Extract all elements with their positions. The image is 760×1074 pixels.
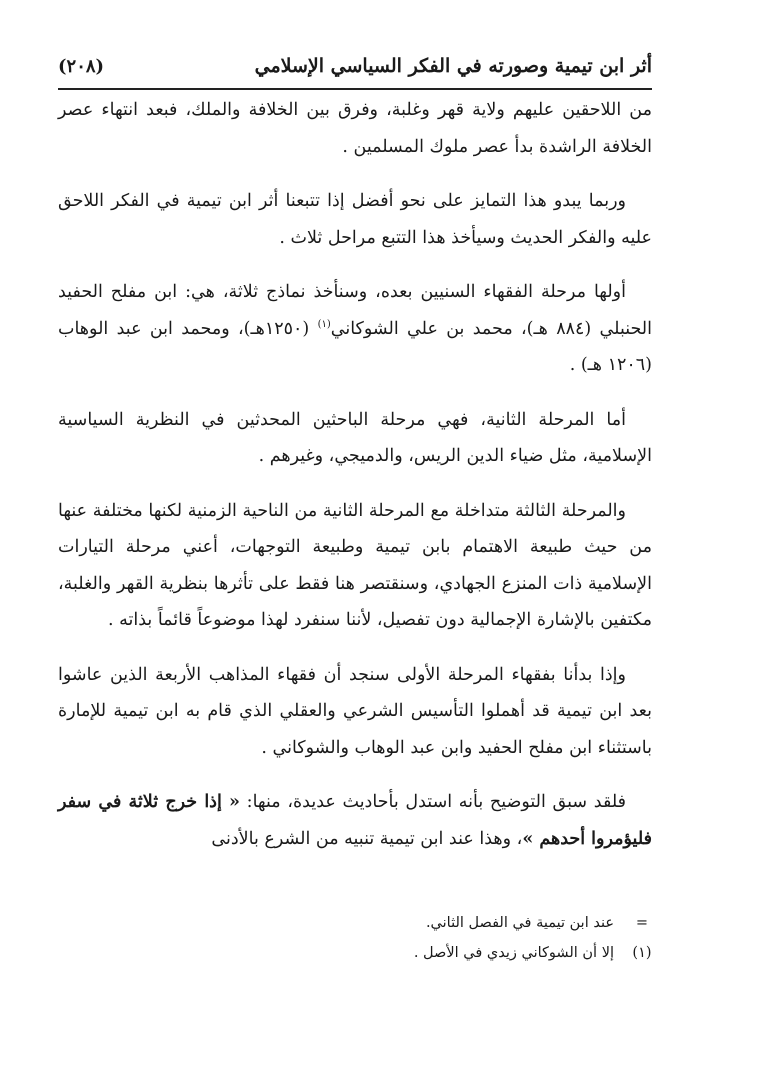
paragraph-7-after: ، وهذا عند ابن تيمية تنبيه من الشرع بالأدنى — [211, 828, 523, 849]
footnote-reference: (١) — [317, 318, 331, 330]
footnote-mark: (١) — [632, 945, 652, 961]
footnote-mark: = — [635, 915, 649, 931]
paragraph-4: أما المرحلة الثانية، فهي مرحلة الباحثين المحدثين في النظرية السياسية الإسلامية، مثل ضياء الدين الريس، والدميجي، وغيرهم . — [58, 409, 652, 466]
paragraph-2: وربما يبدو هذا التمايز على نحو أفضل إذا تتبعنا أثر ابن تيمية في الفكر اللاحق عليه والفكر الحديث وسيأخذ هذا التتبع مراحل ثلاث . — [58, 191, 652, 248]
footnotes — [58, 908, 652, 968]
running-title: أثر ابن تيمية وصورته في الفكر السياسي الإسلامي — [254, 55, 652, 77]
hadith-quote: « إذا خرج ثلاثة في سفر فليؤمروا أحدهم » — [58, 792, 652, 849]
paragraph-5: والمرحلة الثالثة متداخلة مع المرحلة الثانية من الناحية الزمنية لكنها مختلفة عنها من حيث طبيعة الاهتمام بابن تيمية وطبيعة التوجهات، أعني مرحلة التيارات الإسلامية ذات المنزع الجهادي، وسنقتصر هنا فقط على تأثرها بنظرية القهر والغلبة، مكتفين بالإشارة الإجمالية دون تفصيل، لأننا سنفرد لهذا موضوعاً قائماً بذاته . — [58, 500, 652, 630]
footnote-text: عند ابن تيمية في الفصل الثاني. — [425, 915, 614, 931]
paragraph-3 — [58, 274, 652, 384]
paragraph-1: من اللاحقين عليهم ولاية قهر وغلبة، وفرق بين الخلافة والملك، فبعد انتهاء عصر الخلافة الراشدة بدأ عصر ملوك المسلمين . — [58, 100, 652, 157]
paragraph-6: وإذا بدأنا بفقهاء المرحلة الأولى سنجد أن فقهاء المذاهب الأربعة الذين عاشوا بعد ابن تيمية قد أهملوا التأسيس الشرعي والعقلي الذي قام به ابن تيمية للإمارة باستثناء ابن مفلح الحفيد وابن عبد الوهاب والشوكاني . — [58, 664, 652, 758]
footnote-text: إلا أن الشوكاني زيدي في الأصل . — [413, 945, 614, 961]
page-number: (٢٠٨) — [58, 55, 105, 77]
main-text — [58, 92, 652, 857]
paragraph-3-part-1: أولها مرحلة الفقهاء السنيين بعده، وسنأخذ نماذج ثلاثة، هي: ابن مفلح الحفيد الحنبلي (٨٨٤ هـ)، محمد بن علي الشوكاني — [58, 282, 652, 339]
running-header — [58, 44, 652, 90]
footnote-1 — [58, 938, 652, 968]
paragraph-3-part-2: (١٢٥٠هـ)، ومحمد ابن عبد الوهاب (١٢٠٦ هـ) . — [58, 318, 652, 375]
paragraph-7 — [58, 784, 652, 857]
paragraph-7-before: فلقد سبق التوضيح بأنه استدل بأحاديث عديدة، منها: — [240, 792, 626, 812]
footnote-continuation — [58, 908, 652, 938]
